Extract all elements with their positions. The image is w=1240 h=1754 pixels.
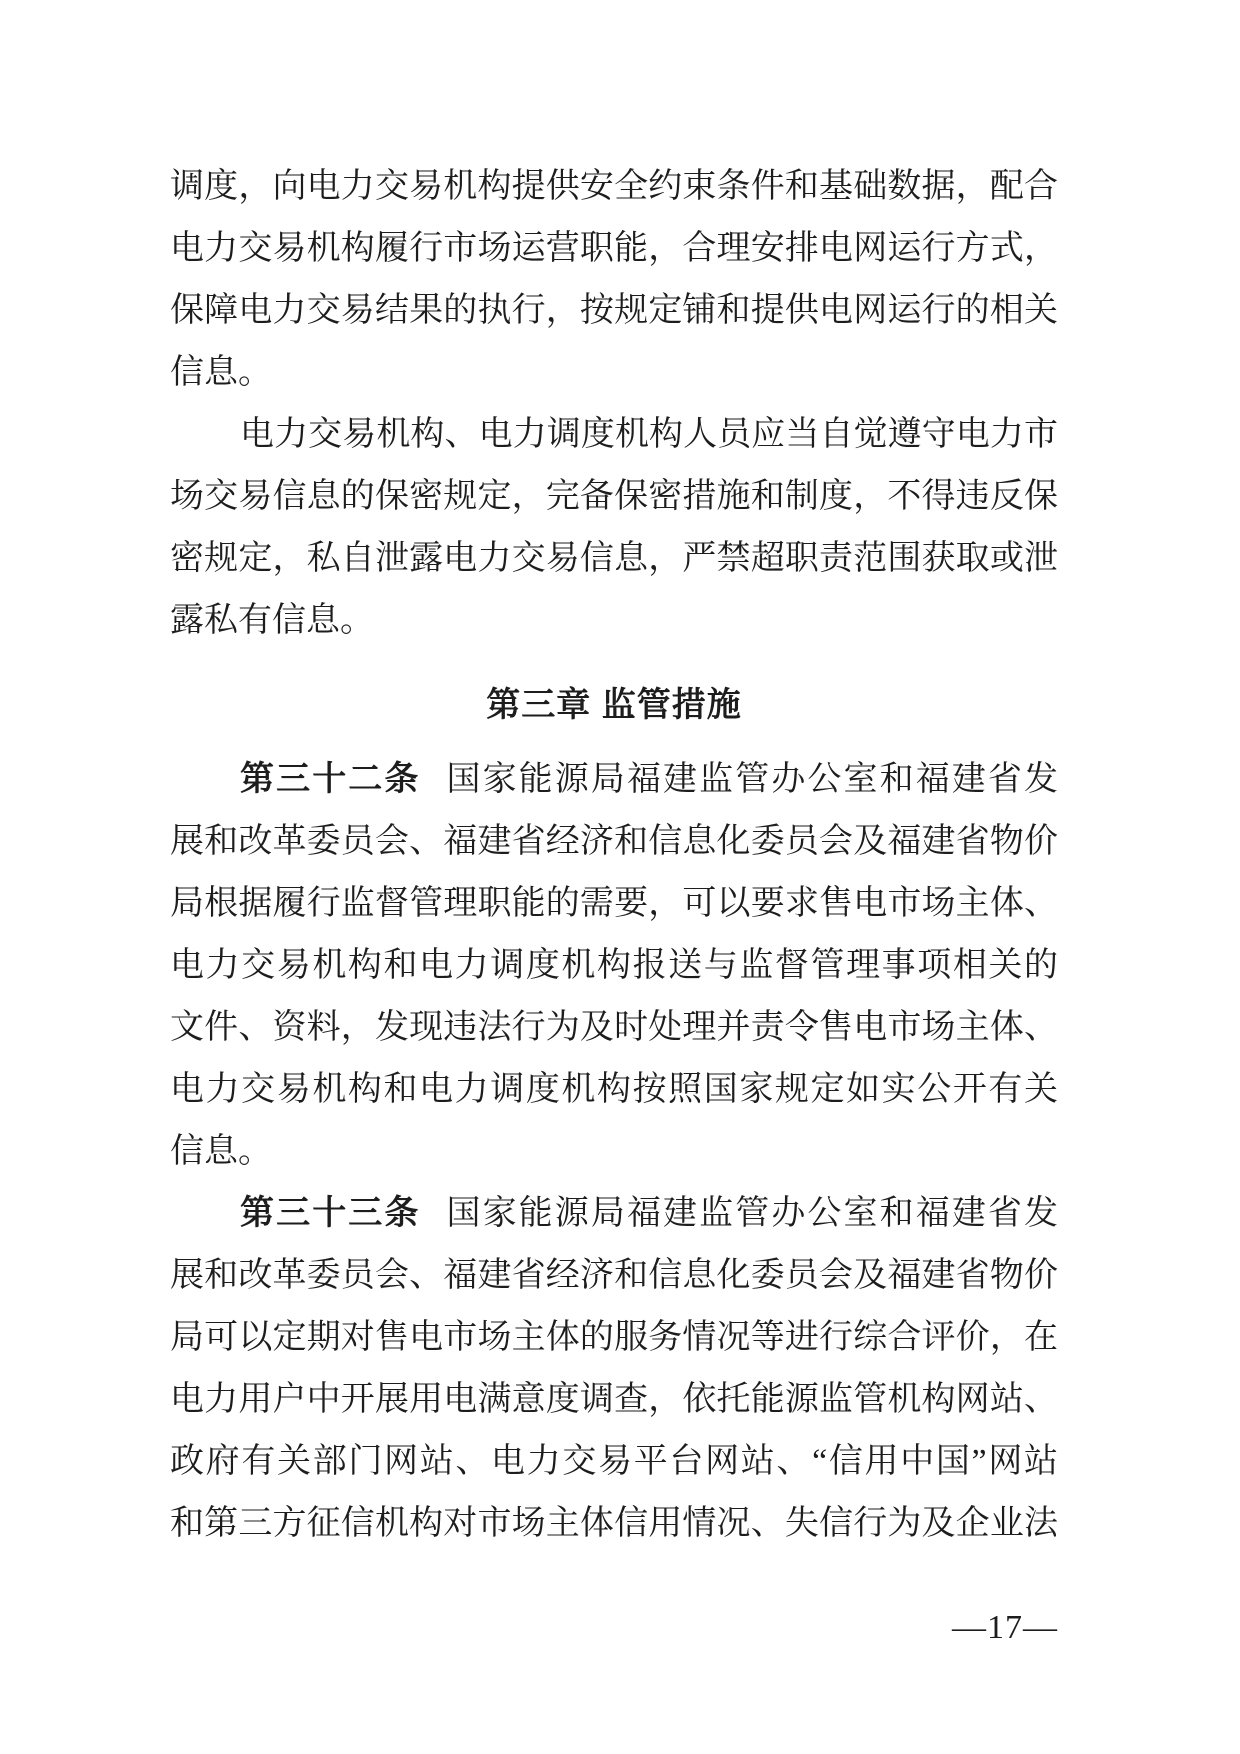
chapter-heading: 第三章 监管措施 [486,686,742,724]
text-line: 展和改革委员会、福建省经济和信息化委员会及福建省物价 [170,823,1058,860]
text-line: 展和改革委员会、福建省经济和信息化委员会及福建省物价 [170,1257,1058,1294]
text-line: 调度，向电力交易机构提供安全约束条件和基础数据，配合 [170,168,1058,205]
page-number: —17— [952,1609,1058,1646]
text-line: 信息。 [170,354,272,391]
text-line: 文件、资料，发现违法行为及时处理并责令售电市场主体、 [170,1009,1058,1046]
text-line: 政府有关部门网站、电力交易平台网站、“信用中国”网站 [170,1443,1058,1480]
text-line: 电力交易机构和电力调度机构按照国家规定如实公开有关 [170,1071,1058,1108]
text-line: 信息。 [170,1133,272,1170]
text-line: 电力交易机构和电力调度机构报送与监督管理事项相关的 [170,947,1058,984]
text-line: 密规定，私自泄露电力交易信息，严禁超职责范围获取或泄 [170,540,1058,577]
text-line [170,1183,1058,1245]
article-text: 国家能源局福建监管办公室和福建省发 [446,1195,1058,1232]
article-text: 国家能源局福建监管办公室和福建省发 [446,761,1058,798]
text-line: 保障电力交易结果的执行，按规定铺和提供电网运行的相关 [170,292,1058,329]
text-line [170,749,1058,811]
document-body [170,156,1058,1555]
text-line: 局可以定期对售电市场主体的服务情况等进行综合评价，在 [170,1319,1058,1356]
text-line: 电力交易机构履行市场运营职能，合理安排电网运行方式， [170,230,1058,267]
article-number: 第三十三条 [240,1195,421,1232]
text-line: 和第三方征信机构对市场主体信用情况、失信行为及企业法 [170,1505,1058,1542]
text-line: 场交易信息的保密规定，完备保密措施和制度，不得违反保 [170,478,1058,515]
text-line: 露私有信息。 [170,602,374,639]
article-number: 第三十二条 [240,761,421,798]
text-line: 电力用户中开展用电满意度调查，依托能源监管机构网站、 [170,1381,1058,1418]
text-line: 局根据履行监督管理职能的需要，可以要求售电市场主体、 [170,885,1058,922]
text-line: 电力交易机构、电力调度机构人员应当自觉遵守电力市 [240,416,1058,453]
